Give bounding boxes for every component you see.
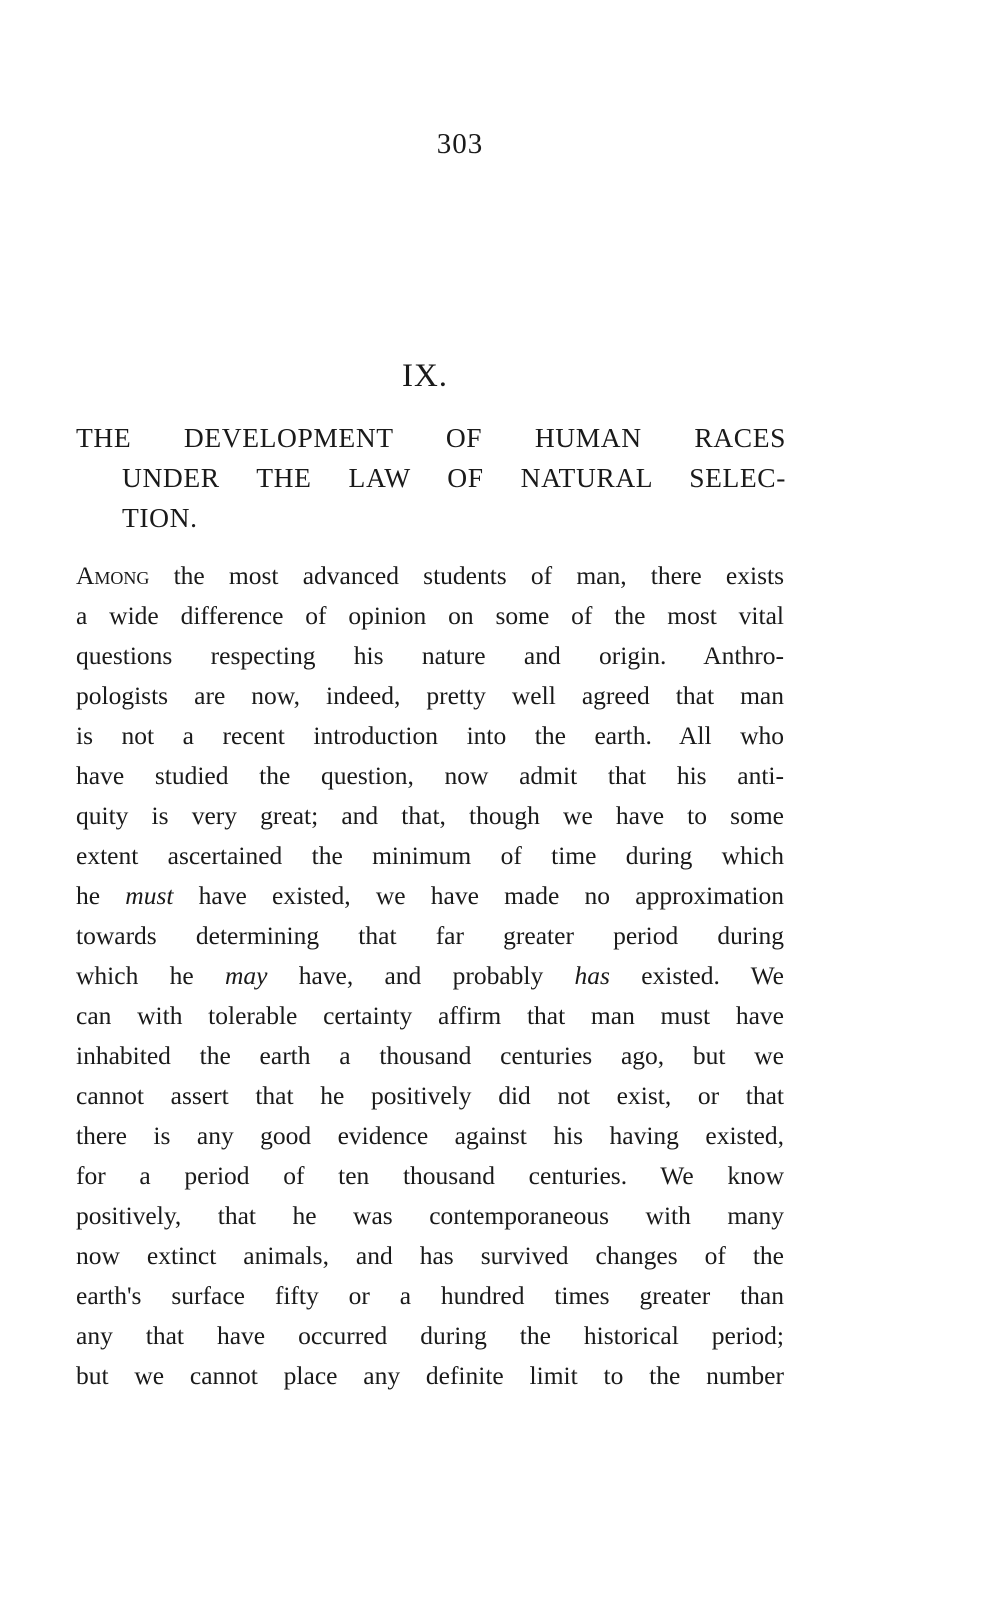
text-line: inhabited the earth a thousand centuries ago, but we [76, 1041, 784, 1070]
opening-word: Among [76, 561, 150, 590]
text-line: now extinct animals, and has survived changes of the [76, 1241, 784, 1270]
text-line: towards determining that far greater period during [76, 921, 784, 950]
chapter-number: IX. [401, 358, 449, 394]
text-line: cannot assert that he positively did not exist, or that [76, 1081, 784, 1110]
text-line: earth's surface fifty or a hundred times greater than [76, 1281, 784, 1310]
chapter-title-line: THE DEVELOPMENT OF HUMAN RACES [76, 422, 786, 453]
page-number: 303 [436, 128, 484, 160]
text-line: he must have existed, we have made no approximation [76, 881, 784, 910]
italic-word: may [224, 961, 268, 990]
italic-word: must [125, 881, 174, 910]
text-line: Among the most advanced students of man, there exists [76, 561, 784, 590]
text-line: can with tolerable certainty affirm that man must have [76, 1001, 784, 1030]
chapter-title [76, 418, 786, 538]
text-line: extent ascertained the minimum of time during which [76, 841, 784, 870]
text-line: questions respecting his nature and origin. Anthro- [76, 641, 784, 670]
text-line: is not a recent introduction into the earth. All who [76, 721, 784, 750]
text-line: which he may have, and probably has existed. We [76, 961, 784, 990]
text-line: but we cannot place any definite limit to the number [76, 1361, 784, 1390]
body-paragraph [76, 556, 784, 1396]
text-line: quity is very great; and that, though we have to some [76, 801, 784, 830]
text-line: pologists are now, indeed, pretty well agreed that man [76, 681, 784, 710]
italic-word: has [574, 961, 610, 990]
text-line: for a period of ten thousand centuries. We know [76, 1161, 784, 1190]
chapter-title-line: UNDER THE LAW OF NATURAL SELEC- [122, 462, 786, 493]
text-line: a wide difference of opinion on some of the most vital [76, 601, 784, 630]
text-line: any that have occurred during the historical period; [76, 1321, 784, 1350]
text-line: have studied the question, now admit that his anti- [76, 761, 784, 790]
chapter-title-line: TION. [122, 502, 198, 533]
text-line: positively, that he was contemporaneous with many [76, 1201, 784, 1230]
text-line: there is any good evidence against his having existed, [76, 1121, 784, 1150]
